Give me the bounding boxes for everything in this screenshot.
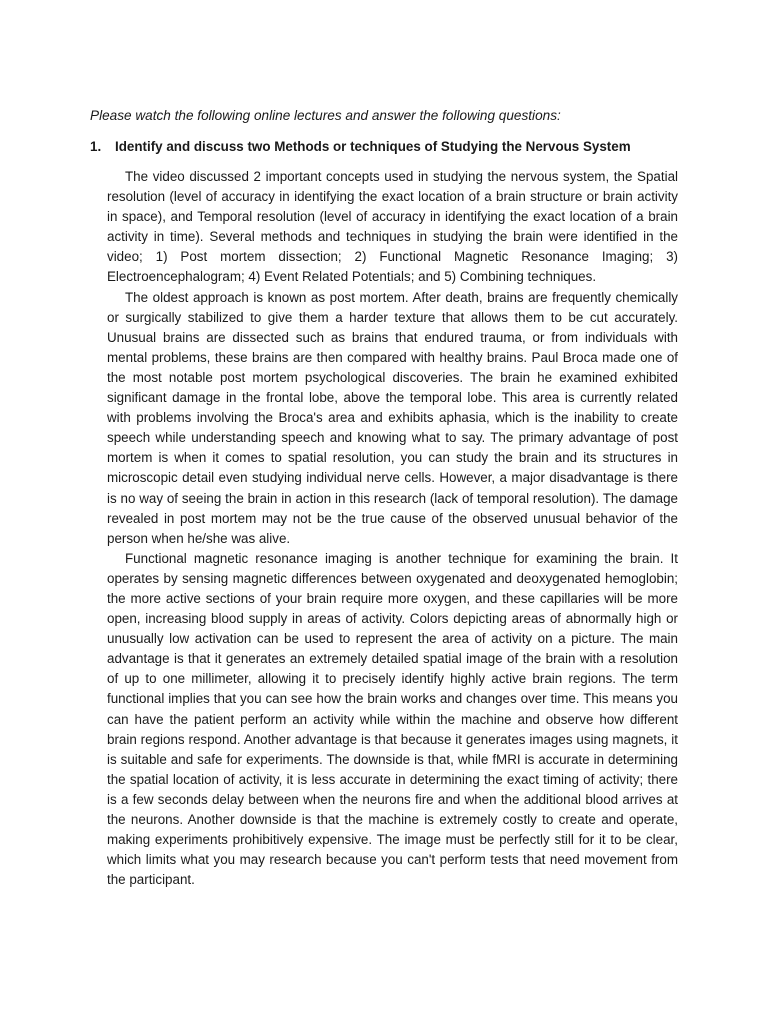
intro-instruction: Please watch the following online lectures and answer the following questions: xyxy=(90,108,561,123)
paragraph-overview: The video discussed 2 important concepts used in studying the nervous system, the Spatial resolution (level of accuracy in identifying the exact location of a brain structure or brain activity in space), and Temporal resolution (level of accuracy in identifying the exact location of a brain activity in time). Several methods and techniques in studying the brain were identified in the video; 1) Post mortem dissection; 2) Functional Magnetic Resonance Imaging; 3) Electroencephalogram; 4) Event Related Potentials; and 5) Combining techniques. xyxy=(107,169,678,285)
answer-body xyxy=(107,167,678,890)
question-number: 1. xyxy=(90,139,102,154)
paragraph-fmri: Functional magnetic resonance imaging is another technique for examining the brain. It operates by sensing magnetic differences between oxygenated and deoxygenated hemoglobin; the more active sections of your brain require more oxygen, and these capillaries will be more open, increasing blood supply in areas of activity. Colors depicting areas of abnormally high or unusually low activation can be used to represent the area of activity on a picture. The main advantage is that it generates an extremely detailed spatial image of the brain with a resolution of up to one millimeter, allowing it to precisely identify highly active brain regions. The term functional implies that you can see how the brain works and changes over time. This means you can have the patient perform an activity while within the machine and observe how different brain regions respond. Another advantage is that because it generates images using magnets, it is suitable and safe for experiments. The downside is that, while fMRI is accurate in determining the spatial location of activity, it is less accurate in determining the exact timing of activity; there is a few seconds delay between when the neurons fire and when the additional blood arrives at the neurons. Another downside is that the machine is extremely costly to create and operate, making experiments prohibitively expensive. The image must be perfectly still for it to be clear, which limits what you may research because you can't perform tests that need movement from the participant. xyxy=(107,550,678,888)
question-heading xyxy=(90,137,690,157)
paragraph-post-mortem: The oldest approach is known as post mortem. After death, brains are frequently chemically or surgically stabilized to give them a harder texture that allows them to be cut accurately. Unusual brains are dissected such as brains that endured trauma, or from individuals with mental problems, these brains are then compared with healthy brains. Paul Broca made one of the most notable post mortem psychological discoveries. The brain he examined exhibited significant damage in the frontal lobe, above the temporal lobe. This area is currently related with problems involving the Broca's area and exhibits aphasia, which is the inability to create speech while understanding speech and knowing what to say. The primary advantage of post mortem is when it comes to spatial resolution, you can study the brain and its structures in microscopic detail even studying individual nerve cells. However, a major disadvantage is there is no way of seeing the brain in action in this research (lack of temporal resolution). The damage revealed in post mortem may not be the true cause of the observed unusual behavior of the person when he/she was alive. xyxy=(107,289,678,546)
question-text: Identify and discuss two Methods or techniques of Studying the Nervous System xyxy=(115,139,631,154)
